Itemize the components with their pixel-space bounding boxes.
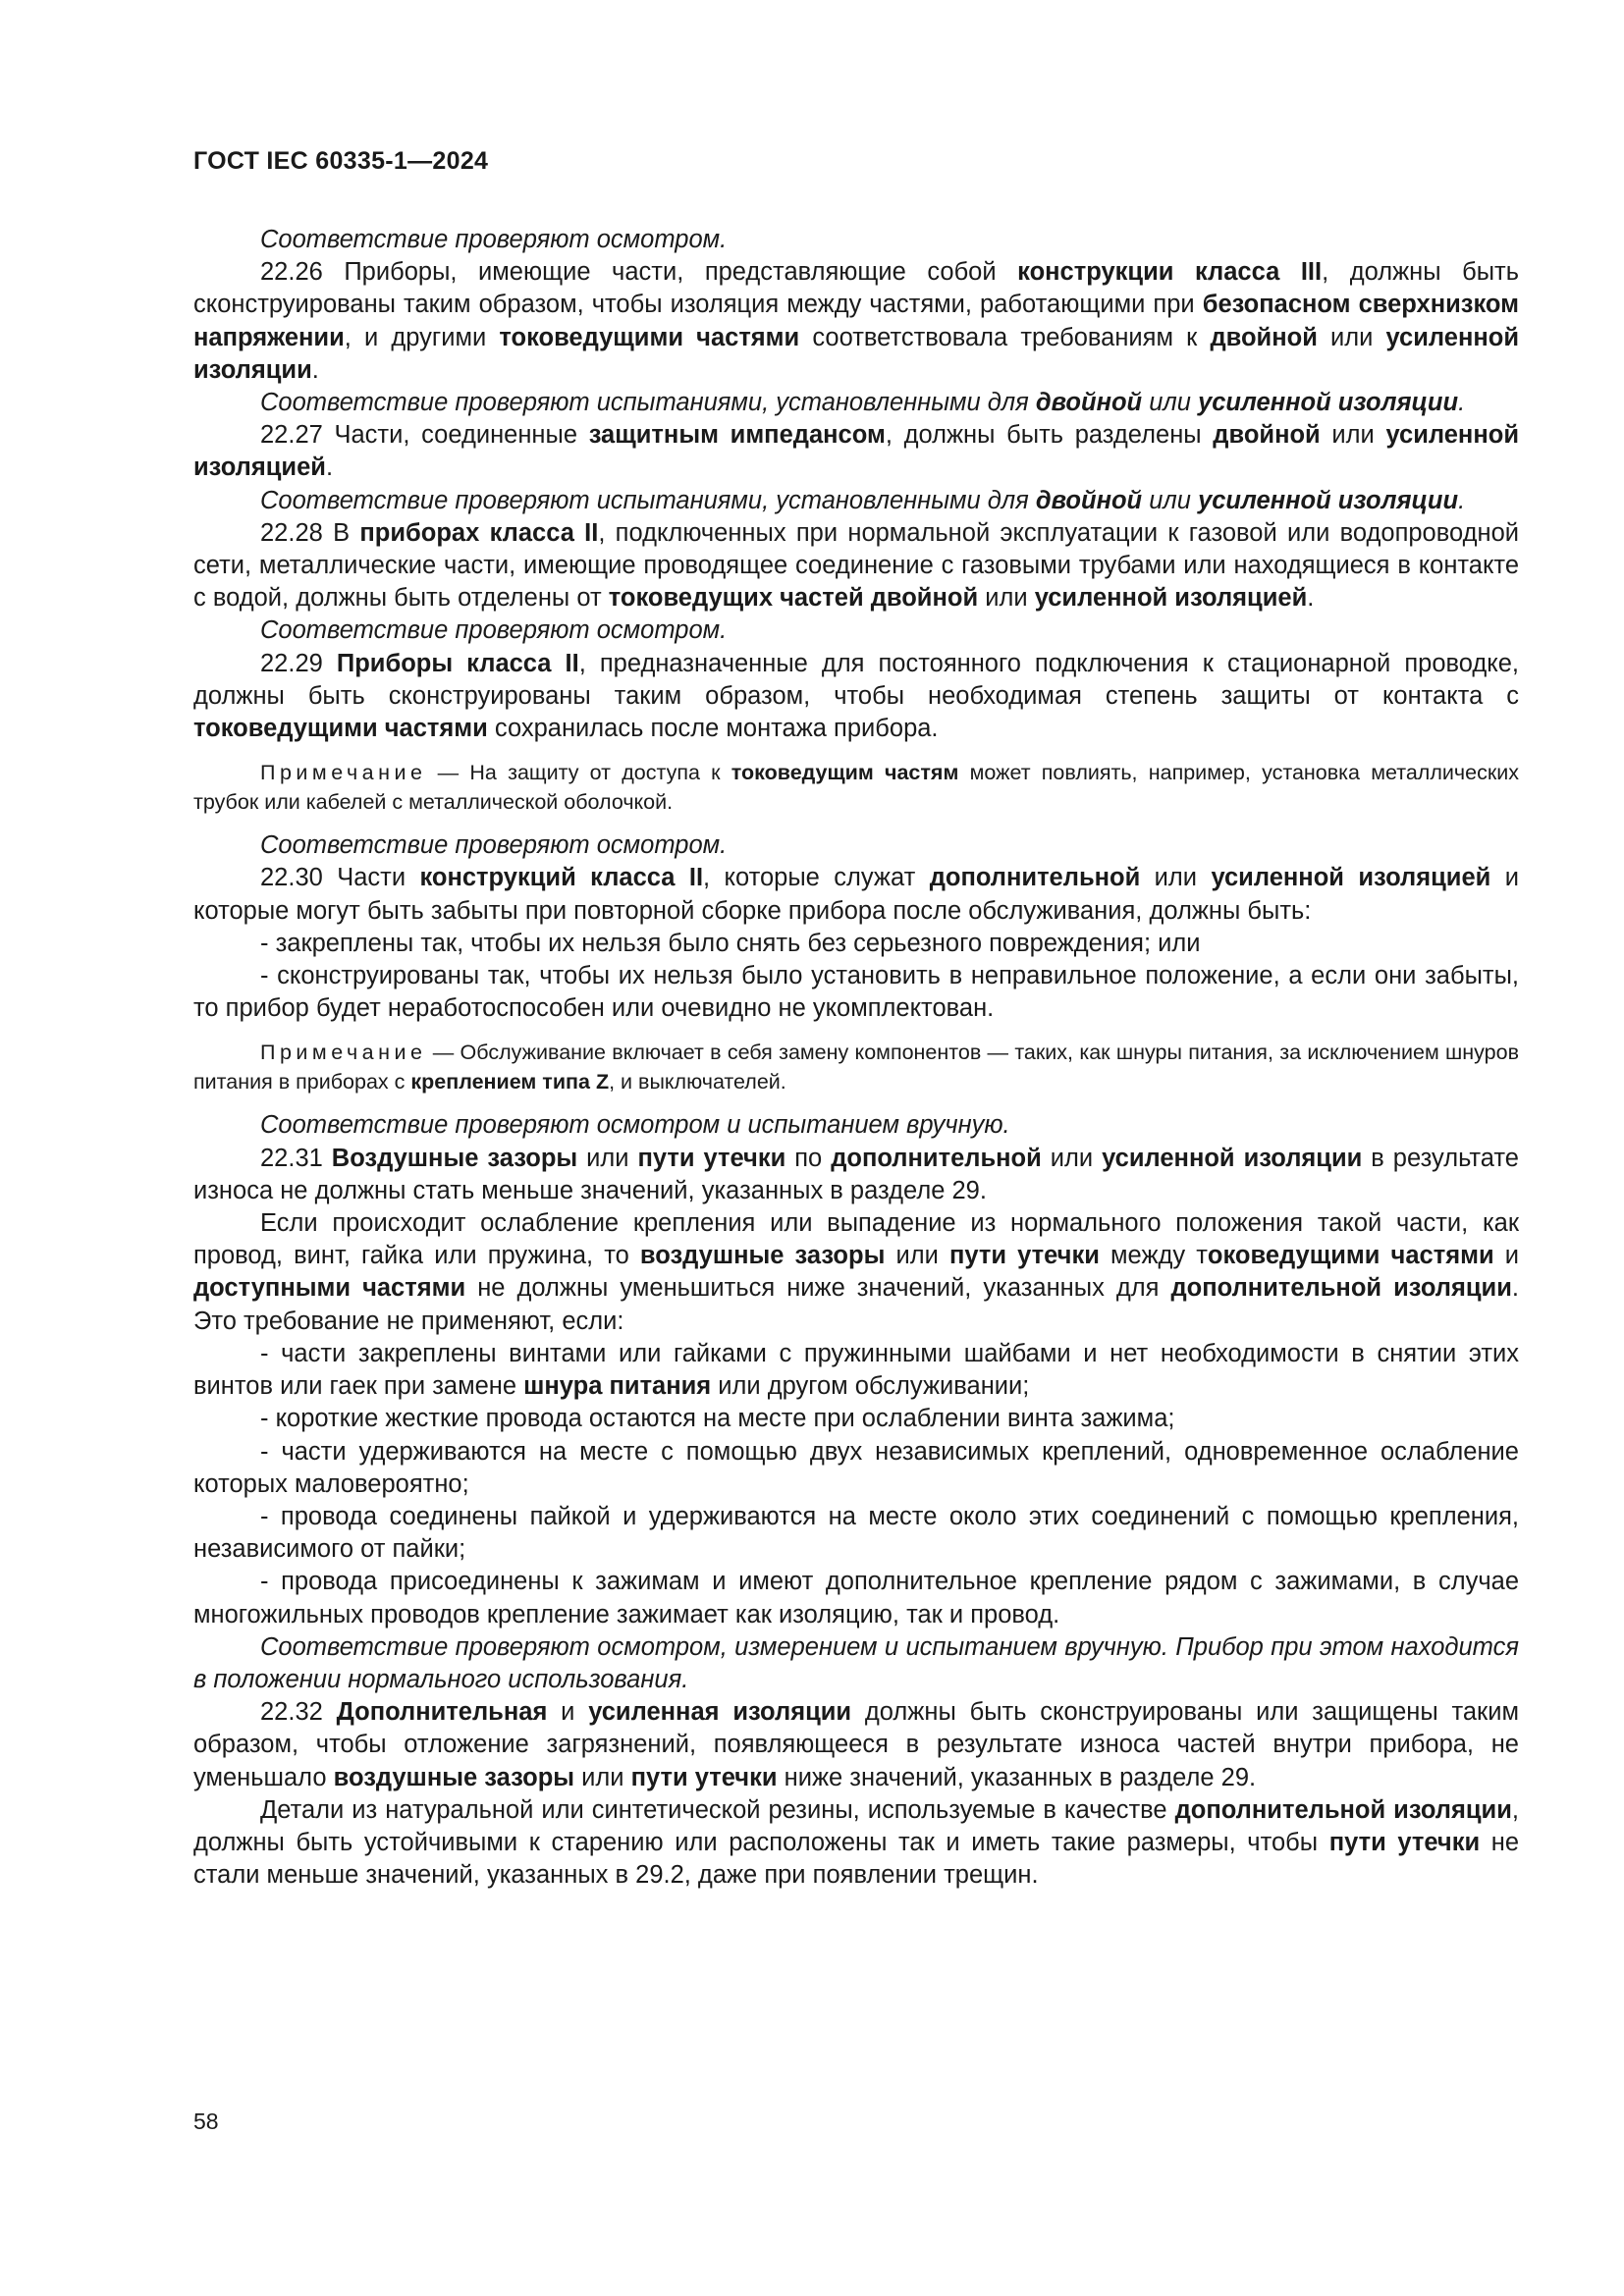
term-bold: воздушные зазоры (639, 1242, 886, 1270)
term-bold: креплением типа Z (410, 1070, 610, 1095)
text-run: ниже значений, указанных в разделе 29. (777, 1763, 1257, 1791)
text-run: , которые служат (703, 864, 930, 892)
paragraph (193, 1207, 1519, 1338)
paragraph (193, 1794, 1519, 1893)
term-bold: усиленной изоляции (1198, 389, 1459, 417)
paragraph (193, 224, 1519, 256)
text-run: Соответствие проверяют осмотром. (260, 226, 728, 253)
paragraph (193, 928, 1519, 960)
paragraph (193, 1501, 1519, 1566)
text-run: , предназначенные для постоянного подключения к стационарной проводке, должны быть сконструированы таким образом, чтобы необходимая степень защиты от контакта с (193, 649, 1519, 710)
text-run: . Это требование не применяют, если: (193, 1274, 1519, 1335)
term-bold: двойной (1035, 389, 1143, 417)
term-bold: усиленной изоляцией (1034, 584, 1308, 613)
paragraph (193, 614, 1519, 647)
term-bold: токоведущими частями (193, 715, 488, 743)
term-bold: пути утечки (630, 1763, 778, 1791)
text-run: Примечание (260, 1041, 427, 1065)
paragraph (193, 517, 1519, 615)
text-run: или (1320, 421, 1386, 450)
text-run: в результате износа не должны стать меньше значений, указанных в разделе 29. (193, 1144, 1519, 1204)
term-bold: конструкций класса II (419, 864, 704, 892)
text-run: может повлиять, например, установка металлических трубок или кабелей с металлической оболочкой. (193, 761, 1519, 815)
text-run: Соответствие проверяют осмотром. (260, 831, 728, 860)
term-bold: токоведущим частям (731, 761, 959, 785)
text-run: - сконструированы так, чтобы их нельзя было установить в неправильное положение, а если они забыты, то прибор будет неработоспособен или очевидно не укомплектован. (193, 962, 1519, 1023)
text-run: или (1041, 1144, 1103, 1172)
text-run: — Обслуживание включает в себя замену компонентов — таких, как шнуры питания, за исключением шнуров питания в приборах с (193, 1041, 1519, 1095)
paragraph (193, 1338, 1519, 1403)
term-bold: защитным импедансом (588, 421, 886, 450)
term-bold: дополнительной (831, 1144, 1042, 1172)
paragraph (193, 1696, 1519, 1794)
text-run: Соответствие проверяют испытаниями, установленными для (260, 389, 1036, 417)
text-run: , должны быть устойчивыми к старению или расположены так и иметь такие размеры, чтобы (193, 1795, 1520, 1856)
text-run: - провода соединены пайкой и удерживаются на месте около этих соединений с помощью крепления, независимого от пайки; (193, 1502, 1519, 1564)
text-run: , подключенных при нормальной эксплуатации к газовой или водопроводной сети, металлические части, имеющие проводящее соединение с газовыми трубами или находящиеся в контакте с водой, должны быть отделены от (193, 518, 1520, 613)
text-run: - части закреплены винтами или гайками с пружинными шайбами и нет необходимости в снятии этих винтов или гаек при замене (193, 1339, 1519, 1401)
text-run: 22.27 Части, соединенные (260, 421, 589, 450)
text-run: . (325, 454, 334, 482)
paragraph (193, 1403, 1519, 1435)
text-run: Соответствие проверяют испытаниями, установленными для (260, 486, 1036, 514)
paragraph (193, 1631, 1519, 1696)
term-bold: безопасном сверхнизком напряжении (193, 291, 1519, 351)
paragraph (193, 829, 1519, 862)
text-run: 22.29 (260, 649, 337, 677)
text-run: или (978, 584, 1035, 613)
paragraph (193, 256, 1519, 387)
text-run: по (785, 1144, 832, 1172)
text-run: или (885, 1242, 949, 1270)
text-run: или другом обслуживании; (711, 1372, 1030, 1401)
term-bold: пути утечки (1328, 1828, 1481, 1856)
text-run: или (574, 1763, 631, 1791)
text-run: 22.32 (260, 1698, 337, 1727)
paragraph (193, 862, 1519, 927)
term-bold: дополнительной изоляции (1170, 1274, 1512, 1303)
text-run: — На защиту от доступа к (426, 761, 731, 785)
text-run: , и другими (344, 323, 500, 351)
term-bold: двойной (1210, 323, 1318, 351)
text-run: . (1458, 389, 1466, 417)
term-bold: усиленной изоляцией (1211, 864, 1491, 892)
term-bold: оковедущими частями (1207, 1242, 1494, 1270)
term-bold: токоведущими частями (499, 323, 800, 351)
text-run: Соответствие проверяют осмотром. (260, 616, 728, 645)
paragraph (193, 419, 1519, 484)
note-paragraph (193, 758, 1519, 817)
text-run: не должны уменьшиться ниже значений, указанных для (465, 1274, 1171, 1303)
text-run: Соответствие проверяют осмотром и испытанием вручную. (260, 1111, 1010, 1140)
text-run: , должны быть разделены (885, 421, 1214, 450)
text-run: . (1458, 486, 1466, 514)
text-run: , и выключателей. (609, 1070, 786, 1095)
text-run: 22.26 Приборы, имеющие части, представляющие собой (260, 258, 1018, 287)
text-run: Детали из натуральной или синтетической резины, используемые в качестве (260, 1795, 1175, 1824)
text-run: и которые могут быть забыты при повторной сборке прибора после обслуживания, должны быть: (193, 864, 1519, 925)
paragraph (193, 960, 1519, 1025)
paragraph (193, 1436, 1519, 1501)
term-bold: Дополнительная (336, 1698, 548, 1727)
paragraph (193, 1143, 1519, 1207)
text-run: - провода присоединены к зажимам и имеют дополнительное крепление рядом с зажимами, в случае многожильных проводов крепление зажимает как изоляцию, так и провод. (193, 1568, 1519, 1629)
term-bold: усиленной изоляции (193, 323, 1520, 384)
text-run: или (577, 1144, 638, 1172)
term-bold: приборах класса II (359, 518, 599, 547)
text-run: должны быть сконструированы или защищены таким образом, чтобы отложение загрязнений, появляющееся в результате износа частей внутри прибора, не уменьшало (193, 1698, 1519, 1791)
text-run: - закреплены так, чтобы их нельзя было снять без серьезного повреждения; или (260, 929, 1201, 957)
text-run: не стали меньше значений, указанных в 29.2, даже при появлении трещин. (193, 1828, 1520, 1890)
text-run: 22.30 Части (260, 864, 420, 892)
text-run: 22.31 (260, 1144, 332, 1172)
page-header: ГОСТ IEC 60335-1—2024 (193, 147, 489, 175)
text-run: . (1307, 584, 1315, 613)
term-bold: Воздушные зазоры (331, 1144, 578, 1172)
note-paragraph (193, 1038, 1519, 1096)
text-run: . (311, 355, 319, 384)
text-run: , должны быть сконструированы таким образом, чтобы изоляция между частями, работающими при (193, 258, 1519, 319)
paragraph (193, 387, 1519, 419)
term-bold: пути утечки (948, 1242, 1100, 1270)
term-bold: усиленной изоляции (1198, 486, 1459, 514)
text-run: или (1142, 389, 1199, 417)
text-run: Примечание (260, 761, 427, 785)
term-bold: двойной (1213, 421, 1321, 450)
text-run: сохранилась после монтажа прибора. (487, 715, 939, 743)
term-bold: усиленной изоляцией (193, 421, 1519, 482)
term-bold: конструкции класса III (1017, 258, 1323, 287)
term-bold: шнура питания (523, 1372, 712, 1401)
text-run: 22.28 В (260, 518, 360, 547)
text-run: или (1317, 323, 1386, 351)
text-run: между т (1099, 1242, 1208, 1270)
paragraph (193, 1109, 1519, 1142)
term-bold: усиленная изоляции (588, 1698, 852, 1727)
text-run: Если происходит ослабление крепления или выпадение из нормального положения такой части, как провод, винт, гайка или пружина, то (193, 1209, 1519, 1270)
text-run: - части удерживаются на месте с помощью двух независимых креплений, одновременное ослабление которых маловероятно; (193, 1437, 1519, 1498)
term-bold: двойной (1035, 486, 1143, 514)
page-number: 58 (193, 2109, 219, 2134)
term-bold: усиленной изоляции (1102, 1144, 1363, 1172)
paragraph (193, 1566, 1519, 1630)
paragraph (193, 485, 1519, 517)
term-bold: дополнительной (929, 864, 1141, 892)
text-run: или (1140, 864, 1212, 892)
term-bold: воздушные зазоры (333, 1763, 575, 1791)
text-run: соответствовала требованиям к (799, 323, 1211, 351)
term-bold: доступными частями (193, 1274, 466, 1303)
term-bold: Приборы класса II (336, 649, 579, 677)
text-run: - короткие жесткие провода остаются на месте при ослаблении винта зажима; (260, 1405, 1175, 1433)
text-run: и (1493, 1242, 1519, 1270)
text-run: и (547, 1698, 589, 1727)
paragraph (193, 648, 1519, 746)
term-bold: дополнительной изоляции (1174, 1795, 1512, 1824)
body-text (193, 224, 1519, 1892)
text-run: или (1142, 486, 1199, 514)
term-bold: токоведущих частей двойной (608, 584, 979, 613)
text-run: Соответствие проверяют осмотром, измерением и испытанием вручную. Прибор при этом находится в положении нормального использования. (193, 1632, 1519, 1693)
term-bold: пути утечки (637, 1144, 786, 1172)
